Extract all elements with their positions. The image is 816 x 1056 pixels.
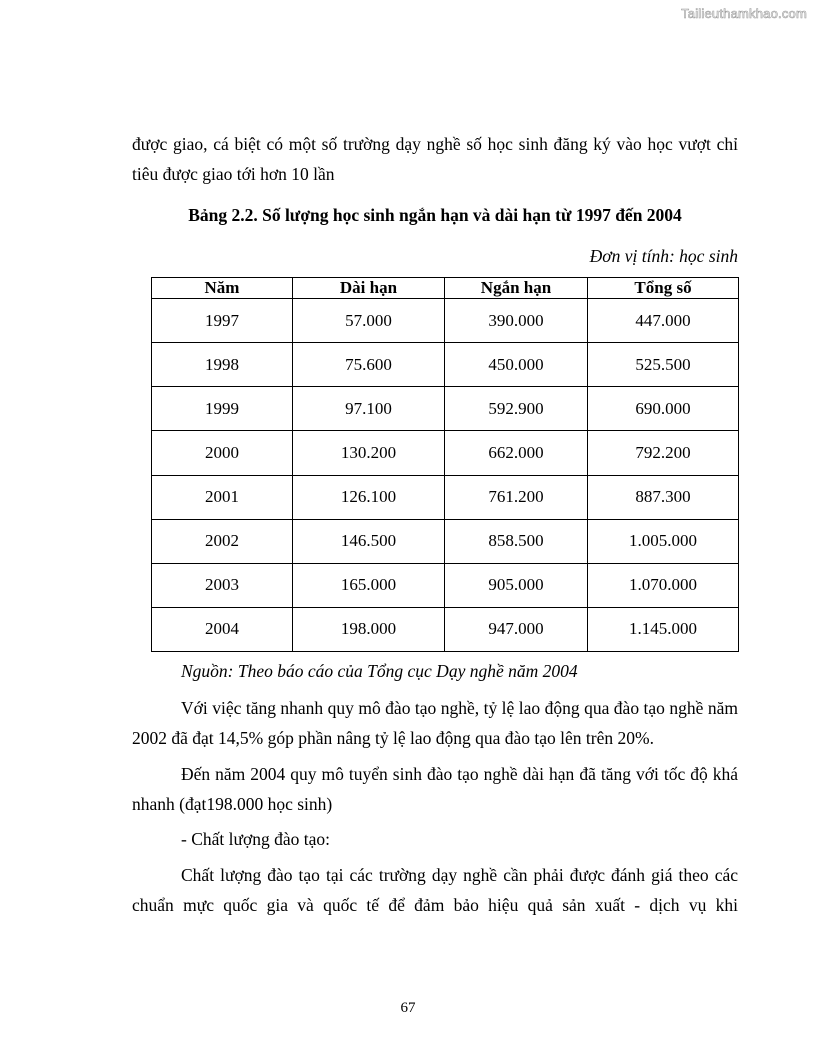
cell-short-term: 662.000 xyxy=(445,431,588,475)
paragraph-training-rate: Với việc tăng nhanh quy mô đào tạo nghề, tỷ lệ lao động qua đào tạo nghề năm 2002 đã đạt 14,5% góp phần nâng tỷ lệ lao động qua đào tạo lên trên 20%. xyxy=(132,698,738,748)
cell-long-term: 57.000 xyxy=(293,299,445,343)
intro-paragraph: được giao, cá biệt có một số trường dạy nghề số học sinh đăng ký vào học vượt chỉ tiêu được giao tới hơn 10 lần xyxy=(132,134,738,184)
cell-total: 1.145.000 xyxy=(588,607,739,651)
table-row xyxy=(152,475,739,519)
table-header-row xyxy=(152,278,739,299)
table-caption: Bảng 2.2. Số lượng học sinh ngắn hạn và dài hạn từ 1997 đến 2004 xyxy=(188,205,682,225)
cell-long-term: 97.100 xyxy=(293,387,445,431)
cell-year: 1999 xyxy=(152,387,293,431)
cell-total: 1.070.000 xyxy=(588,563,739,607)
source-note: Nguồn: Theo báo cáo của Tổng cục Dạy nghề năm 2004 xyxy=(181,661,578,681)
cell-long-term: 75.600 xyxy=(293,343,445,387)
header-year: Năm xyxy=(152,278,293,299)
cell-long-term: 146.500 xyxy=(293,519,445,563)
table-unit: Đơn vị tính: học sinh xyxy=(589,246,738,266)
cell-year: 2002 xyxy=(152,519,293,563)
table-row xyxy=(152,563,739,607)
table-row xyxy=(152,431,739,475)
watermark: Tailieuthamkhao.com xyxy=(681,6,807,21)
header-short-term: Ngắn hạn xyxy=(445,278,588,299)
cell-long-term: 198.000 xyxy=(293,607,445,651)
cell-short-term: 390.000 xyxy=(445,299,588,343)
cell-short-term: 761.200 xyxy=(445,475,588,519)
header-long-term: Dài hạn xyxy=(293,278,445,299)
header-total: Tổng số xyxy=(588,278,739,299)
cell-long-term: 126.100 xyxy=(293,475,445,519)
cell-long-term: 130.200 xyxy=(293,431,445,475)
cell-total: 1.005.000 xyxy=(588,519,739,563)
paragraph-quality: Chất lượng đào tạo tại các trường dạy nghề cần phải được đánh giá theo các chuẩn mực quốc gia và quốc tế để đảm bảo hiệu quả sản xuất - dịch vụ khi xyxy=(132,865,738,915)
cell-total: 887.300 xyxy=(588,475,739,519)
cell-short-term: 947.000 xyxy=(445,607,588,651)
cell-total: 690.000 xyxy=(588,387,739,431)
cell-short-term: 592.900 xyxy=(445,387,588,431)
cell-short-term: 450.000 xyxy=(445,343,588,387)
cell-year: 2004 xyxy=(152,607,293,651)
table-row xyxy=(152,343,739,387)
cell-short-term: 858.500 xyxy=(445,519,588,563)
table-row xyxy=(152,519,739,563)
cell-total: 792.200 xyxy=(588,431,739,475)
cell-year: 2000 xyxy=(152,431,293,475)
cell-total: 447.000 xyxy=(588,299,739,343)
cell-total: 525.500 xyxy=(588,343,739,387)
cell-year: 2001 xyxy=(152,475,293,519)
table-row xyxy=(152,607,739,651)
cell-year: 1998 xyxy=(152,343,293,387)
page-number: 67 xyxy=(400,1000,416,1016)
cell-year: 1997 xyxy=(152,299,293,343)
paragraph-enrollment-2004: Đến năm 2004 quy mô tuyển sinh đào tạo nghề dài hạn đã tăng với tốc độ khá nhanh (đạt198.000 học sinh) xyxy=(132,764,738,814)
cell-long-term: 165.000 xyxy=(293,563,445,607)
cell-year: 2003 xyxy=(152,563,293,607)
students-table xyxy=(151,277,739,652)
table-row xyxy=(152,387,739,431)
table-row xyxy=(152,299,739,343)
cell-short-term: 905.000 xyxy=(445,563,588,607)
section-heading-quality: - Chất lượng đào tạo: xyxy=(181,829,330,849)
